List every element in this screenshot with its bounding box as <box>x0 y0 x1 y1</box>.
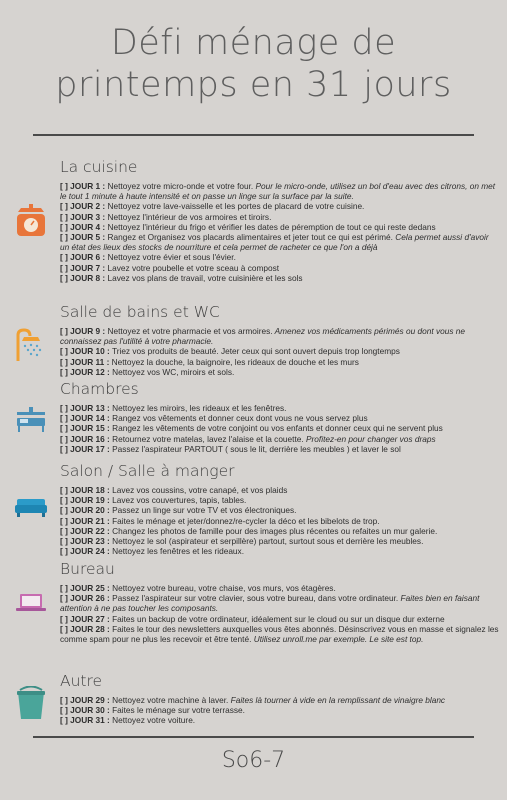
task-note: Utilisez unroll.me par exemple. Le site est top. <box>251 634 424 645</box>
task-day: [ ] JOUR 3 : <box>60 211 106 222</box>
bucket-icon <box>14 686 48 720</box>
task-item <box>60 367 500 377</box>
task-day: [ ] JOUR 1 : <box>60 181 106 191</box>
task-text: Faites un backup de votre ordinateur, idéalement sur le cloud ou sur un disque dur externe <box>109 613 445 624</box>
task-text: Lavez vos couvertures, tapis, tables. <box>109 495 247 506</box>
task-item <box>60 444 500 454</box>
task-text: Nettoyez votre lave-vaisselle et les portes de placard de votre cuisine. <box>105 201 365 212</box>
task-item <box>60 263 500 273</box>
task-text: Nettoyez votre machine à laver. <box>109 695 229 705</box>
task-item <box>60 614 500 624</box>
task-item <box>60 201 500 211</box>
section-title: Chambres <box>60 380 139 398</box>
task-item <box>60 326 500 346</box>
task-text: Nettoyez les miroirs, les rideaux et les fenêtres. <box>109 403 287 413</box>
task-item <box>60 624 500 644</box>
task-item <box>60 593 500 613</box>
section-title: Salon / Salle à manger <box>60 462 235 480</box>
section-title: Salle de bains et WC <box>60 303 220 321</box>
task-text: Rangez vos vêtements et donner ceux dont vous ne vous servez plus <box>109 413 368 424</box>
task-text: Triez vos produits de beauté. Jeter ceux qui sont ouvert depuis trop longtemps <box>109 346 400 357</box>
section-cuisine <box>60 158 500 283</box>
task-item <box>60 232 500 252</box>
task-day: [ ] JOUR 23 : <box>60 536 110 547</box>
task-note: Cela permet aussi d'avoir un état des lieux des stocks de nourriture et cela permet de racheter ce que l'on a déjà <box>60 232 489 253</box>
task-day: [ ] JOUR 15 : <box>60 423 110 434</box>
task-note: Faites là tourner à vide en la remplissant de vinaigre blanc <box>228 695 446 705</box>
task-day: [ ] JOUR 26 : <box>60 593 110 604</box>
section-title: Autre <box>60 672 103 690</box>
task-day: [ ] JOUR 8 : <box>60 272 106 283</box>
task-text: Passez un linge sur votre TV et vos électroniques. <box>109 505 297 516</box>
task-text: Lavez vos coussins, votre canapé, et vos plaids <box>109 485 288 495</box>
task-text: Nettoyez votre micro-onde et votre four. <box>105 181 254 191</box>
task-day: [ ] JOUR 12 : <box>60 366 110 377</box>
footer-signature: So6-7 <box>221 748 286 773</box>
task-text: Rangez les vêtements de votre conjoint ou vos enfants et donner ceux qui ne servent plus <box>109 423 443 434</box>
task-item <box>60 413 500 423</box>
task-day: [ ] JOUR 17 : <box>60 443 110 454</box>
task-day: [ ] JOUR 2 : <box>60 201 106 212</box>
task-item <box>60 423 500 433</box>
task-item <box>60 715 500 725</box>
task-item <box>60 536 500 546</box>
section-chambres <box>60 380 500 454</box>
task-day: [ ] JOUR 30 : <box>60 705 110 716</box>
task-text: Nettoyez l'intérieur du frigo et vérifier les dates de péremption de tout ce qui reste dedans <box>105 221 436 232</box>
task-day: [ ] JOUR 14 : <box>60 413 110 424</box>
kitchen-scale-icon <box>14 198 48 238</box>
task-day: [ ] JOUR 20 : <box>60 505 110 516</box>
task-item <box>60 434 500 444</box>
task-day: [ ] JOUR 9 : <box>60 326 106 336</box>
task-text: Passez l'aspirateur sur votre clavier, sous votre bureau, dans votre ordinateur. <box>109 593 399 604</box>
section-salon <box>60 462 500 556</box>
task-text: Changez les photos de famille pour des images plus récentes ou refaites un mur galerie. <box>109 525 438 536</box>
task-text: Rangez et Organisez vos placards alimentaires et jeter tout ce qui est périmé. <box>105 232 393 243</box>
task-note: Profitez-en pour changer vos draps <box>303 433 436 444</box>
section-autre <box>60 672 500 726</box>
task-day: [ ] JOUR 11 : <box>60 356 110 367</box>
task-item <box>60 495 500 505</box>
task-day: [ ] JOUR 29 : <box>60 695 110 705</box>
bed-icon <box>14 406 48 436</box>
task-item <box>60 222 500 232</box>
task-day: [ ] JOUR 28 : <box>60 623 110 634</box>
task-item <box>60 212 500 222</box>
task-text: Nettoyez et votre pharmacie et vos armoires. <box>105 326 273 336</box>
task-text: Lavez vos plans de travail, votre cuisinière et les sols <box>105 272 303 283</box>
task-day: [ ] JOUR 5 : <box>60 232 106 243</box>
task-text: Faites le tour des newsletters auxquelles vous êtes abonnés. Désinscrivez vous en masse et signalez les comme spam pour ne plus les recevoir et être tenté. <box>60 623 499 645</box>
bottom-divider <box>33 736 474 738</box>
task-note: Pour le micro-onde, utilisez un bol d'eau avec des citrons, on met le tout 1 minute à haute intensité et on passe un linge sur la surface par la suite. <box>60 181 496 202</box>
task-item <box>60 181 500 201</box>
task-text: Faites le ménage sur votre terrasse. <box>109 705 245 716</box>
task-item <box>60 505 500 515</box>
task-item <box>60 346 500 356</box>
task-item <box>60 357 500 367</box>
laptop-icon <box>14 592 48 614</box>
task-item <box>60 252 500 262</box>
task-item <box>60 705 500 715</box>
task-text: Nettoyez votre évier et sous l'évier. <box>105 252 236 263</box>
task-text: Nettoyez l'intérieur de vos armoires et tiroirs. <box>105 211 272 222</box>
task-text: Nettoyez votre voiture. <box>109 715 196 726</box>
task-item <box>60 583 500 593</box>
task-day: [ ] JOUR 16 : <box>60 433 110 444</box>
section-title: La cuisine <box>60 158 138 176</box>
task-item <box>60 485 500 495</box>
task-day: [ ] JOUR 4 : <box>60 221 106 232</box>
title-line-1: Défi ménage de <box>110 23 397 63</box>
task-day: [ ] JOUR 18 : <box>60 485 110 495</box>
task-text: Nettoyez le sol (aspirateur et serpillère) partout, surtout sous et derrière les meubles. <box>109 536 424 547</box>
task-item <box>60 546 500 556</box>
task-text: Nettoyez la douche, la baignoire, les rideaux de douche et les murs <box>109 356 359 367</box>
section-bureau <box>60 560 500 644</box>
task-item <box>60 695 500 705</box>
section-title: Bureau <box>60 560 115 578</box>
section-salle-de-bains <box>60 303 500 377</box>
page-title <box>0 22 507 106</box>
sofa-icon <box>14 496 48 518</box>
task-text: Faites le ménage et jeter/donnez/re-cycler la déco et les bibelots de trop. <box>109 515 380 526</box>
task-text: Nettoyez les fenêtres et les rideaux. <box>109 546 244 557</box>
task-day: [ ] JOUR 22 : <box>60 525 110 536</box>
task-text: Passez l'aspirateur PARTOUT ( sous le lit, derrière les meubles ) et laver le sol <box>109 443 401 454</box>
task-text: Nettoyez votre bureau, votre chaise, vos murs, vos étagères. <box>109 583 336 593</box>
task-day: [ ] JOUR 10 : <box>60 346 110 357</box>
task-day: [ ] JOUR 7 : <box>60 262 106 273</box>
task-note: Faites bien en faisant attention à ne pas toucher les composants. <box>60 593 480 614</box>
task-day: [ ] JOUR 31 : <box>60 715 110 726</box>
task-text: Lavez votre poubelle et votre sceau à compost <box>105 262 280 273</box>
task-item <box>60 516 500 526</box>
task-note: Amenez vos médicaments périmés ou dont vous ne connaissez pas l'utilité à votre pharmacie. <box>60 326 466 347</box>
task-item <box>60 273 500 283</box>
task-day: [ ] JOUR 21 : <box>60 515 110 526</box>
task-item <box>60 403 500 413</box>
shower-icon <box>14 327 48 363</box>
task-day: [ ] JOUR 25 : <box>60 583 110 593</box>
task-day: [ ] JOUR 27 : <box>60 613 110 624</box>
task-text: Retournez votre matelas, lavez l'alaise et la couette. <box>109 433 304 444</box>
task-day: [ ] JOUR 19 : <box>60 495 110 506</box>
task-day: [ ] JOUR 24 : <box>60 546 110 557</box>
task-day: [ ] JOUR 6 : <box>60 252 106 263</box>
top-divider <box>33 134 474 136</box>
task-item <box>60 526 500 536</box>
task-text: Nettoyez vos WC, miroirs et sols. <box>109 366 235 377</box>
title-line-2: printemps en 31 jours <box>55 65 452 105</box>
task-day: [ ] JOUR 13 : <box>60 403 110 413</box>
